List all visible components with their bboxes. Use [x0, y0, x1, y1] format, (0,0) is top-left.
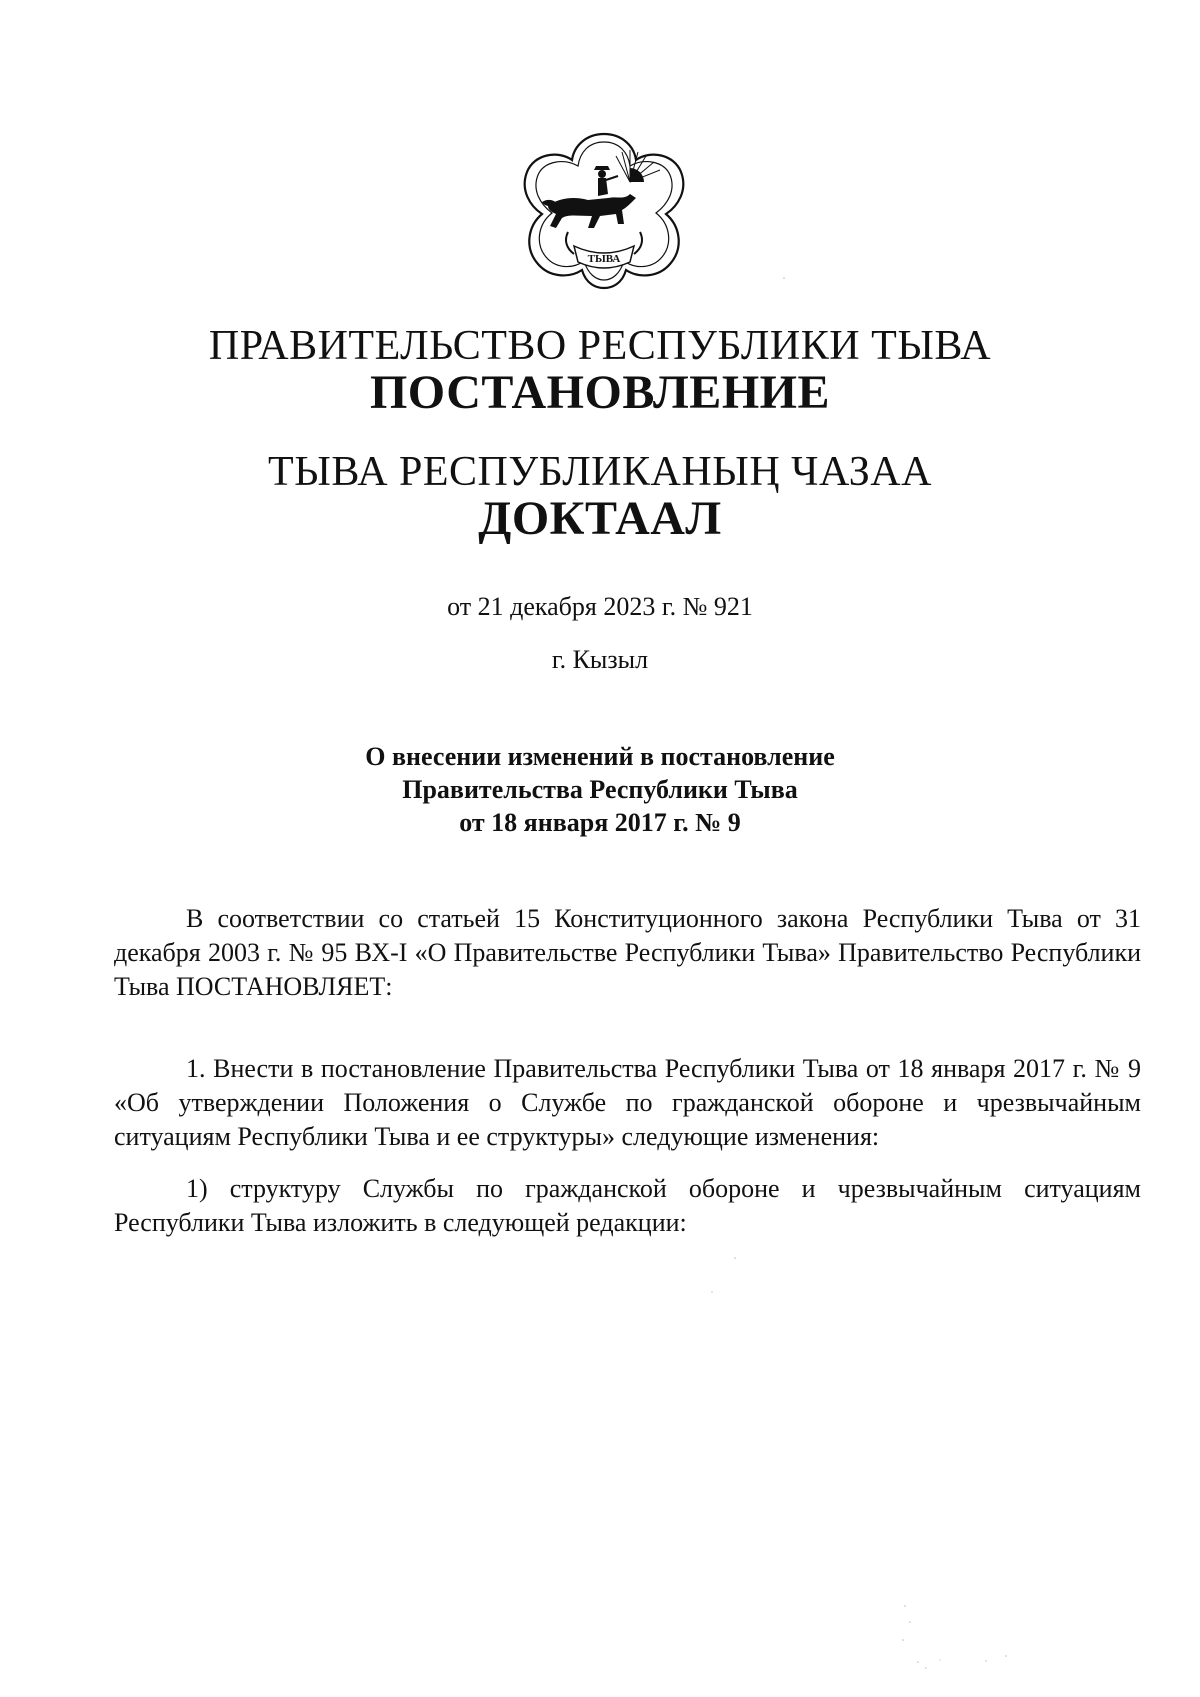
document-subject [0, 740, 1200, 839]
subject-line: Правительства Республики Тыва [402, 775, 798, 804]
document-type-ru: ПОСТАНОВЛЕНИЕ [369, 366, 831, 419]
subject-line: О внесении изменений в постановление [365, 742, 835, 771]
tuva-coat-of-arms-icon [518, 128, 690, 290]
body-paragraph-item-1 [114, 1052, 1141, 1154]
document-city: г. Кызыл [551, 645, 649, 674]
paragraph-text: 1) структуру Службы по гражданской обороне и чрезвычайным ситуациям Республики Тыва изложить в следующей редакции: [114, 1174, 1141, 1237]
subject-line: от 18 января 2017 г. № 9 [459, 808, 741, 837]
paragraph-text: В соответствии со статьей 15 Конституционного закона Республики Тыва от 31 декабря 2003 г. № 95 ВХ-I «О Правительстве Республики Тыва» Правительство Республики Тыва ПОСТАНОВЛЯЕТ: [114, 904, 1141, 1001]
document-type-tuv: ДОКТААЛ [478, 492, 722, 545]
government-title-tuv: ТЫВА РЕСПУБЛИКАНЫҢ ЧАЗАА [268, 449, 932, 495]
emblem-banner-text: ТЫВА [587, 253, 621, 265]
paragraph-text: 1. Внести в постановление Правительства Республики Тыва от 18 января 2017 г. № 9 «Об утверждении Положения о Службе по гражданской обороне и чрезвычайным ситуациям Республики Тыва и ее структуры» следующие изменения: [114, 1054, 1141, 1151]
government-title-ru: ПРАВИТЕЛЬСТВО РЕСПУБЛИКИ ТЫВА [208, 323, 992, 369]
body-paragraph-subitem-1 [114, 1172, 1141, 1240]
body-paragraph-preamble [114, 902, 1141, 1004]
document-date-number: от 21 декабря 2023 г. № 921 [447, 592, 753, 621]
